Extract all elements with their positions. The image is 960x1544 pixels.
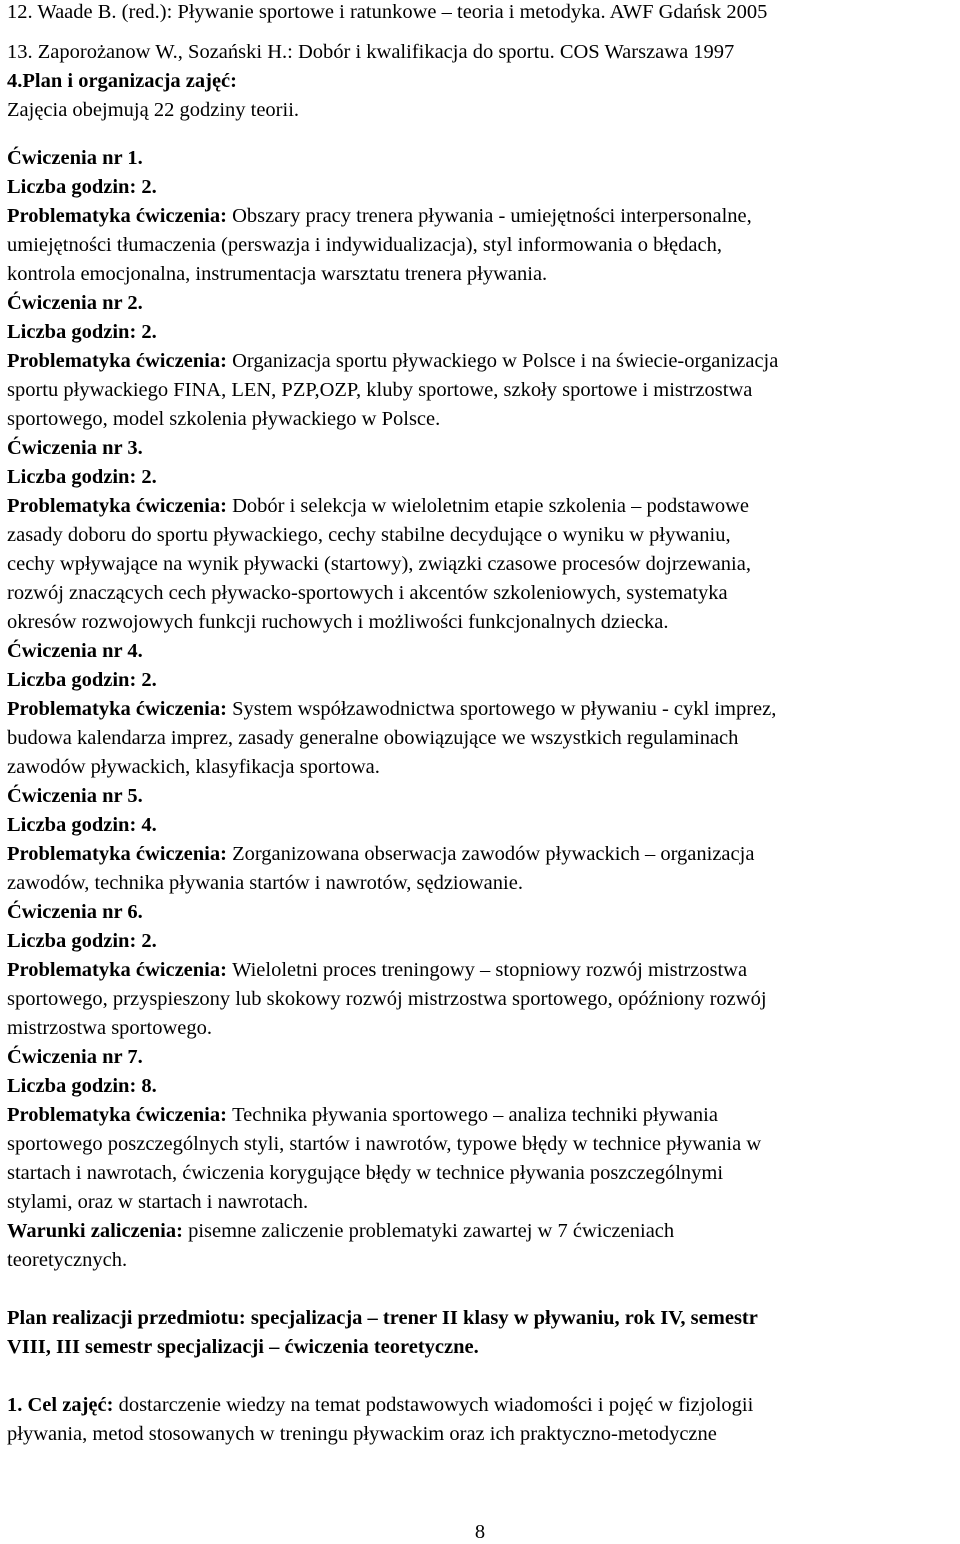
bold-text: Problematyka ćwiczenia: xyxy=(7,959,233,981)
text-line xyxy=(7,349,778,373)
text-line xyxy=(7,842,754,866)
body-text: budowa kalendarza imprez, zasady generalne obowiązujące we wszystkich regulaminach xyxy=(7,727,739,749)
text-line xyxy=(7,813,157,837)
bold-text: Ćwiczenia nr 5. xyxy=(7,785,143,807)
bold-text: Problematyka ćwiczenia: xyxy=(7,495,233,517)
text-line xyxy=(7,1335,479,1359)
body-text: Technika pływania sportowego – analiza techniki pływania xyxy=(232,1104,718,1126)
body-text: System współzawodnictwa sportowego w pływaniu - cykl imprez, xyxy=(232,698,777,720)
text-line xyxy=(7,204,752,228)
text-line xyxy=(7,494,749,518)
bold-text: Ćwiczenia nr 4. xyxy=(7,640,143,662)
body-text: dostarczenie wiedzy na temat podstawowych wiadomości i pojęć w fizjologii xyxy=(118,1394,754,1416)
bold-text: Ćwiczenia nr 1. xyxy=(7,147,143,169)
text-line xyxy=(7,958,747,982)
text-line xyxy=(7,1190,308,1214)
text-line xyxy=(7,233,722,257)
body-text: stylami, oraz w startach i nawrotach. xyxy=(7,1191,309,1213)
text-line xyxy=(7,98,299,122)
body-text: Wieloletni proces treningowy – stopniowy rozwój mistrzostwa xyxy=(232,959,748,981)
text-line xyxy=(7,320,157,344)
bold-text: Liczba godzin: 2. xyxy=(7,930,157,952)
text-line xyxy=(7,291,143,315)
body-text: sportu pływackiego FINA, LEN, PZP,OZP, kluby sportowe, szkoły sportowe i mistrzostwa xyxy=(7,379,753,401)
text-line xyxy=(7,1103,718,1127)
bold-text: Problematyka ćwiczenia: xyxy=(7,698,233,720)
text-line xyxy=(7,552,751,576)
bold-text: 1. Cel zajęć: xyxy=(7,1394,119,1416)
bold-text: Problematyka ćwiczenia: xyxy=(7,350,233,372)
text-line xyxy=(7,436,143,460)
text-line xyxy=(7,378,752,402)
body-text: Organizacja sportu pływackiego w Polsce i na świecie-organizacja xyxy=(232,350,779,372)
body-text: pływania, metod stosowanych w treningu pływackim oraz ich praktyczno-metodyczne xyxy=(7,1423,717,1445)
body-text: kontrola emocjonalna, instrumentacja warsztatu trenera pływania. xyxy=(7,263,548,285)
text-line xyxy=(7,1306,758,1330)
bold-text: VIII, III semestr specjalizacji – ćwiczenia teoretyczne. xyxy=(7,1336,479,1358)
bold-text: 4.Plan i organizacja zajęć: xyxy=(7,70,237,92)
text-line xyxy=(7,175,157,199)
body-text: 12. Waade B. (red.): Pływanie sportowe i ratunkowe – teoria i metodyka. AWF Gdańsk 2005 xyxy=(7,1,768,23)
text-line xyxy=(7,784,143,808)
text-line xyxy=(7,1422,717,1446)
bold-text: Liczba godzin: 2. xyxy=(7,321,157,343)
body-text: sportowego, przyspieszony lub skokowy rozwój mistrzostwa sportowego, opóźniony rozwój xyxy=(7,988,767,1010)
bold-text: Ćwiczenia nr 2. xyxy=(7,292,143,314)
text-line xyxy=(7,668,157,692)
body-text: umiejętności tłumaczenia (perswazja i indywidualizacja), styl informowania o błędach, xyxy=(7,234,722,256)
bold-text: Ćwiczenia nr 7. xyxy=(7,1046,143,1068)
body-text: startach i nawrotach, ćwiczenia korygujące błędy w technice pływania poszczególnymi xyxy=(7,1162,724,1184)
text-line xyxy=(7,929,157,953)
bold-text: Liczba godzin: 8. xyxy=(7,1075,157,1097)
bold-text: Plan realizacji przedmiotu: specjalizacja – trener II klasy w pływaniu, rok IV, semestr xyxy=(7,1307,758,1329)
body-text: mistrzostwa sportowego. xyxy=(7,1017,212,1039)
bold-text: Ćwiczenia nr 6. xyxy=(7,901,143,923)
text-line xyxy=(7,697,776,721)
bold-text: Warunki zaliczenia: xyxy=(7,1220,189,1242)
text-line xyxy=(7,581,728,605)
bold-text: Liczba godzin: 2. xyxy=(7,176,157,198)
bold-text: Problematyka ćwiczenia: xyxy=(7,1104,233,1126)
text-line xyxy=(7,40,734,64)
text-line xyxy=(7,871,523,895)
body-text: Obszary pracy trenera pływania - umiejętności interpersonalne, xyxy=(232,205,752,227)
bold-text: Problematyka ćwiczenia: xyxy=(7,205,233,227)
body-text: Zorganizowana obserwacja zawodów pływackich – organizacja xyxy=(232,843,755,865)
text-line xyxy=(7,755,380,779)
body-text: rozwój znaczących cech pływacko-sportowych i akcentów szkoleniowych, systematyka xyxy=(7,582,728,604)
text-line xyxy=(7,987,767,1011)
body-text: cechy wpływające na wynik pływacki (startowy), związki czasowe procesów dojrzewania, xyxy=(7,553,751,575)
bold-text: Liczba godzin: 2. xyxy=(7,669,157,691)
body-text: 13. Zaporożanow W., Sozański H.: Dobór i kwalifikacja do sportu. COS Warszawa 1997 xyxy=(7,41,735,63)
text-line xyxy=(7,1045,143,1069)
text-line xyxy=(7,523,731,547)
text-line xyxy=(7,610,669,634)
body-text: okresów rozwojowych funkcji ruchowych i możliwości funkcjonalnych dziecka. xyxy=(7,611,669,633)
text-line xyxy=(7,69,237,93)
text-line xyxy=(7,146,143,170)
text-line xyxy=(7,1016,212,1040)
body-text: zasady doboru do sportu pływackiego, cechy stabilne decydujące o wyniku w pływaniu, xyxy=(7,524,731,546)
body-text: Zajęcia obejmują 22 godziny teorii. xyxy=(7,99,300,121)
text-line xyxy=(7,465,157,489)
text-line xyxy=(7,1219,674,1243)
text-line xyxy=(7,1132,761,1156)
text-line xyxy=(7,1248,127,1272)
bold-text: Liczba godzin: 4. xyxy=(7,814,157,836)
text-line xyxy=(7,900,143,924)
text-line xyxy=(7,726,738,750)
body-text: pisemne zaliczenie problematyki zawartej w 7 ćwiczeniach xyxy=(188,1220,675,1242)
text-line xyxy=(7,0,767,24)
body-text: teoretycznych. xyxy=(7,1249,128,1271)
bold-text: Problematyka ćwiczenia: xyxy=(7,843,233,865)
body-text: zawodów, technika pływania startów i nawrotów, sędziowanie. xyxy=(7,872,523,894)
body-text: zawodów pływackich, klasyfikacja sportowa. xyxy=(7,756,380,778)
text-line xyxy=(7,1074,157,1098)
body-text: sportowego poszczególnych styli, startów i nawrotów, typowe błędy w technice pływania w xyxy=(7,1133,762,1155)
body-text: Dobór i selekcja w wieloletnim etapie szkolenia – podstawowe xyxy=(232,495,749,517)
page-number: 8 xyxy=(474,1521,486,1543)
body-text: sportowego, model szkolenia pływackiego w Polsce. xyxy=(7,408,441,430)
text-line xyxy=(7,262,547,286)
text-line xyxy=(7,407,440,431)
text-line xyxy=(7,1393,753,1417)
bold-text: Ćwiczenia nr 3. xyxy=(7,437,143,459)
text-line xyxy=(7,639,143,663)
bold-text: Liczba godzin: 2. xyxy=(7,466,157,488)
text-line xyxy=(7,1161,723,1185)
